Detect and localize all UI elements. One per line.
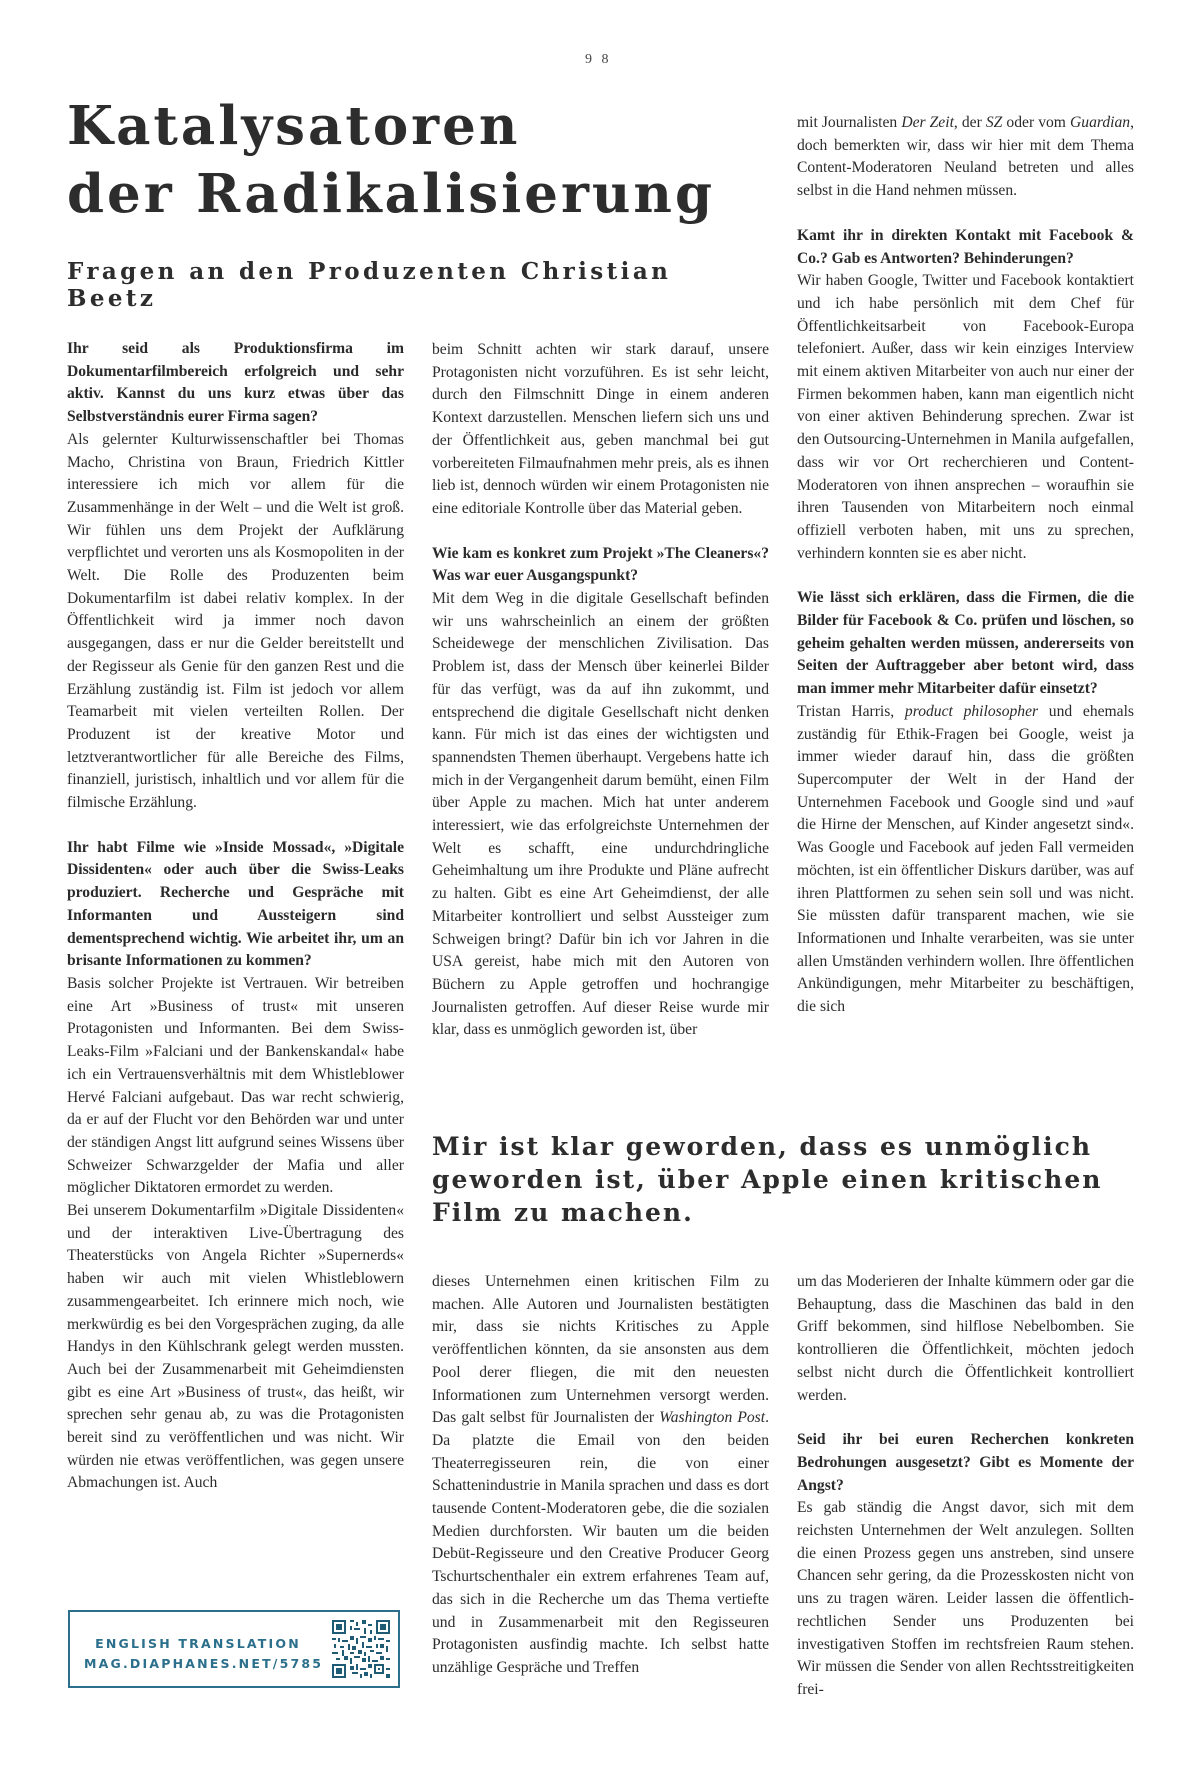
pull-quote: Mir ist klar geworden, dass es unmöglich geworden ist, über Apple einen kritischen Film zu machen. bbox=[432, 1132, 1103, 1227]
answer-4: Wir haben Google, Twitter und Facebook kontaktiert und ich habe persönlich mit dem Chef für Öffentlichkeitsarbeit von Facebook-Europa telefoniert. Außer, dass wir kein einziges Interview mit einem aktiven Mitarbeiter von auch nur einer der Firmen bekommen haben, kann man eigentlich nicht von einer aktiven Behinderung sprechen. Zwar ist den Outsourcing-Unternehmen in Manila aufgefallen, dass wir vor Ort recherchieren und Content-Moderatoren von ihnen ansprechen – woraufhin sie ihren Tausenden von Mitarbeitern noch einmal offiziell verboten haben, mit uns zu sprechen, verhindern konnten sie es aber nicht. bbox=[797, 272, 1134, 562]
job-title: product philosopher bbox=[904, 702, 1039, 720]
column-1 bbox=[67, 338, 404, 1590]
headline-line-1: Katalysatoren bbox=[67, 95, 521, 157]
answer-3: Mit dem Weg in die digitale Gesellschaft befinden wir uns wahrscheinlich an einem der größten Scheidewege der menschlichen Zivilisation. Das Problem ist, dass der Mensch über keinerlei Bilder für das verfügt, was da auf ihn zukommt, und entsprechend die digitale Gesellschaft nicht denken kann. Für mich ist das eines der wichtigsten und spannendsten Themen überhaupt. Vergebens hatte ich mich in der Vergangenheit darum bemüht, einen Film über Apple zu machen. Mich hat unter anderem interessiert, wie das erfolgreichste Unternehmen der Welt es schafft, eine undurchdringliche Geheimhaltung um ihre Produkte und Pläne aufrecht zu halten. Gibt es eine Art Geheimdienst, der alle Mitarbeiter kontrolliert und selbst Aussteiger zum Schweigen bringt? Dafür bin ich vor Jahren in die USA gereist, habe mich mit den Autoren von Büchern zu Apple getroffen und hochrangige Journalisten getroffen. Auf dieser Reise wurde mir klar, dass es unmöglich geworden ist, über bbox=[432, 590, 769, 1039]
answer-1: Als gelernter Kulturwissenschaftler bei Thomas Macho, Christina von Braun, Friedrich Kittler interessiere ich mich vor allem für die Zusammenhänge in der Welt – und die Welt ist groß. Wir fühlen uns dem Projekt der Aufklärung verpflichtet und verorten uns als Kosmopoliten in der Welt. Die Rolle des Produzenten beim Dokumentarfilm ist dabei relativ komplex. In der Öffentlichkeit wird ja immer noch davon ausgegangen, dass er nur die Gelder bereitstellt und der Regisseur als Genie für den ganzen Rest und die Erzählung zuständig ist. Film ist jedoch vor allem Teamarbeit mit vielen verteilten Rollen. Der Produzent ist der kreative Motor und letztverantwortlicher für alle Bereiche des Films, finanziell, juristisch, inhaltlich und vor allem für die filmische Erzählung. bbox=[67, 430, 404, 812]
question-5: Wie lässt sich erklären, dass die Firmen, die die Bilder für Facebook & Co. prüfen und löschen, so geheim gehalten werden müssen, andererseits von Seiten der Auftraggeber aber betont wird, dass man immer mehr Mitarbeiter dafür einsetzt? bbox=[797, 589, 1134, 698]
answer-6: Es gab ständig die Angst davor, sich mit dem reichsten Unternehmen der Welt anzulegen. Sollten die einen Prozess gegen uns anstreben, sind unsere Chancen sehr gering, da die Prozesskosten nicht von uns zu tragen wären. Leider lassen die öffentlich-rechtlichen Sender uns Produzenten bei investigativen Stoffen im rechtsfreien Raum stehen. Wir müssen die Sender von allen Rechtsstreitigkeiten frei- bbox=[797, 1499, 1134, 1698]
publication-name: Washington Post bbox=[659, 1409, 766, 1427]
column-2-bottom bbox=[432, 1271, 769, 1679]
text-run: , doch bemerkten wir, dass wir hier mit dem Thema Content-Moderatoren Neuland betreten und alles selbst in die Hand nehmen müssen. bbox=[797, 114, 1134, 200]
subheadline: Fragen an den Produzenten Christian Beetz bbox=[67, 258, 672, 312]
publication-name: Der Zeit bbox=[901, 114, 954, 131]
translation-label[interactable] bbox=[84, 1634, 324, 1674]
question-3: Wie kam es konkret zum Projekt »The Cleaners«? Was war euer Ausgangspunkt? bbox=[432, 544, 769, 585]
publication-name: SZ bbox=[985, 114, 1003, 131]
answer-5-continued: um das Moderieren der Inhalte kümmern oder gar die Behauptung, dass die Maschinen das bald in den Griff bekommen, sind hilflose Nebelbomben. Sie kontrollieren die Öffentlichkeit, möchten jedoch selbst nicht durch die Öffentlichkeit kontrolliert werden. bbox=[797, 1273, 1134, 1404]
answer-2: Basis solcher Projekte ist Vertrauen. Wir betreiben eine Art »Business of trust« mit unseren Protagonisten und Informanten. Bei dem Swiss-Leaks-Film »Falciani und der Bankenskandal« habe ich ein Vertrauensverhältnis mit dem Whistleblower Hervé Falciani aufgebaut. Das war recht schwierig, da er auf der Flucht vor den Behörden war und unter der ständigen Angst litt aufgrund seines Wissens über Schweizer Schwarzgelder der Mafia und aller möglicher Diktatoren ermordet zu werden. bbox=[67, 974, 404, 1197]
question-1: Ihr seid als Produktionsfirma im Dokumentarfilmbereich erfolgreich und sehr aktiv. Kannst du uns kurz etwas über das Selbstverständnis eurer Firma sagen? bbox=[67, 340, 404, 426]
english-translation-box[interactable] bbox=[68, 1610, 400, 1688]
page-number: 9 8 bbox=[585, 52, 612, 67]
qr-code-icon[interactable] bbox=[332, 1620, 390, 1678]
text-run: und ehemals zuständig für Ethik-Fragen bei Google, weist ja immer wieder darauf hin, dass die größten Supercomputer der Welt in der Hand der Unternehmen Facebook und Google sind und »auf die Hirne der Menschen, auf Kinder angesetzt sind«. Was Google und Facebook auf jeden Fall vermeiden möchten, ist ein öffentlicher Diskurs darüber, was auf ihren Plattformen zu sehen sein soll und was nicht. Sie müssten dafür transparent machen, wie sie Informationen und Inhalte verarbeiten, was sie unter allen Umständen verhindern wollen. Ihre öffentlichen Ankündigungen, mehr Mitarbeiter zu beschäftigen, die sich bbox=[797, 702, 1134, 1016]
headline-line-2: der Radikalisierung bbox=[67, 163, 716, 225]
text-run: , der bbox=[953, 114, 986, 131]
column-3-top bbox=[797, 112, 1134, 1102]
text-run: . Da platzte die Email von den beiden Theaterregisseuren rein, die von einer Schattenindustrie in Manila sprachen und dass es dort tausende Content-Moderatoren gebe, die die sozialen Medien durchforsten. Wir bauten um die beiden Debüt-Regisseure und den Creative Producer Georg Tschurtschenthaler ein extrem erfahrenes Team auf, das sich in die Recherche um das Thema vertiefte und in Zusammenarbeit mit den Regisseuren Protagonisten ausfindig machte. Ich selbst hatte unzählige Gespräche und Treffen bbox=[432, 1409, 769, 1676]
text-run: oder vom bbox=[1002, 114, 1071, 131]
text-run: Tristan Harris, bbox=[797, 702, 905, 720]
headline bbox=[67, 92, 787, 228]
publication-name: Guardian bbox=[1070, 114, 1131, 131]
question-2: Ihr habt Filme wie »Inside Mossad«, »Digitale Dissidenten« oder auch über die Swiss-Leaks produziert. Recherche und Gespräche mit Informanten und Aussteigern sind dementsprechend wichtig. Wie arbeitet ihr, um an brisante Informationen zu kommen? bbox=[67, 838, 404, 970]
translation-line-1: ENGLISH TRANSLATION bbox=[95, 1636, 301, 1651]
column-2-top bbox=[432, 339, 769, 1079]
answer-2-end: beim Schnitt achten wir stark darauf, unsere Protagonisten nicht vorzuführen. Es ist sehr leicht, durch den Filmschnitt Dinge in einem anderen Kontext darzustellen. Menschen liefern sich uns und der Öffentlichkeit aus, geben manchmal bei gut vorbereiteten Filmaufnahmen mehr preis, als es ihnen lieb ist, dennoch würden wir einem Protagonisten nie eine editoriale Kontrolle über das Material geben. bbox=[432, 341, 769, 517]
answer-5 bbox=[797, 701, 1134, 1019]
column-3-bottom bbox=[797, 1271, 1134, 1698]
question-6: Seid ihr bei euren Recherchen konkreten Bedrohungen ausgesetzt? Gibt es Momente der Angst? bbox=[797, 1431, 1134, 1494]
answer-3-continued bbox=[432, 1271, 769, 1680]
question-4: Kamt ihr in direkten Kontakt mit Facebook & Co.? Gab es Antworten? Behinderungen? bbox=[797, 226, 1134, 267]
text-run: dieses Unternehmen einen kritischen Film zu machen. Alle Autoren und Journalisten bestätigten mir, dass sie nichts Kritisches zu Apple veröffentlichen könnten, da sie ansonsten aus dem Pool derer fliegen, die mit den neuesten Informationen zum Unternehmen versorgt werden. Das galt selbst für Journalisten der bbox=[432, 1273, 769, 1427]
text-run: mit Journalisten bbox=[797, 114, 902, 131]
answer-3-end bbox=[797, 112, 1134, 203]
translation-url[interactable]: MAG.DIAPHANES.NET/5785 bbox=[84, 1656, 324, 1671]
answer-2-continued: Bei unserem Dokumentarfilm »Digitale Dissidenten« und der interaktiven Live-Übertragung des Theaterstücks von Angela Richter »Supernerds« haben wir auch mit vielen Whistleblowern zusammengearbeitet. Ich erinnere mich noch, wie merkwürdig es bei den Vorgesprächen zuging, da alle Handys in den Kühlschrank gelegt werden mussten. Auch bei der Zusammenarbeit mit Geheimdiensten gibt es eine Art »Business of trust«, das heißt, wir sprechen sehr genau ab, zu was die Protagonisten bereit sind zu veröffentlichen und was nicht. Wir würden nie etwas veröffentlichen, was gegen unsere Abmachungen ist. Auch bbox=[67, 1202, 404, 1492]
